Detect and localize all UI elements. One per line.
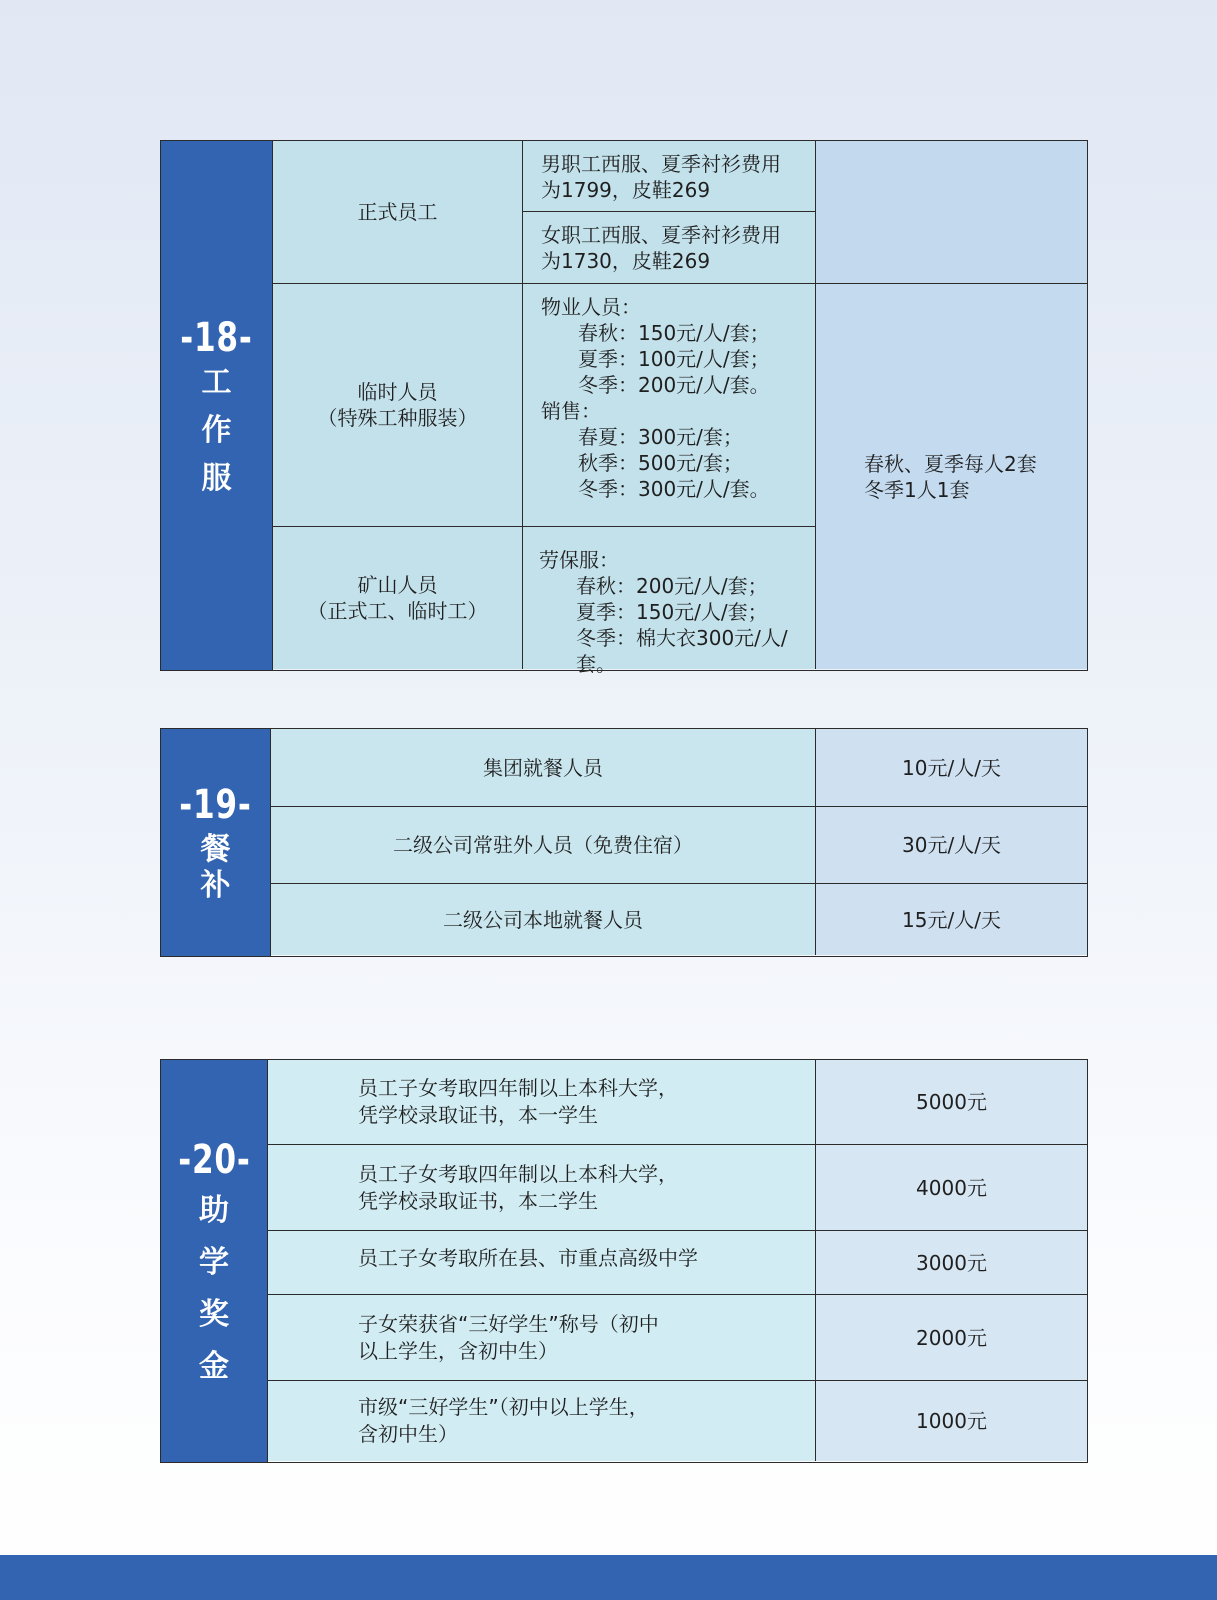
price-line: 春秋：150元/人/套；	[578, 321, 770, 345]
section-19-header	[161, 729, 271, 956]
value-text: 1000元	[916, 1409, 987, 1433]
row-label-text: 临时人员	[357, 380, 438, 404]
table-row-value	[816, 807, 1087, 884]
price-line: 销售：	[541, 399, 601, 423]
price-line: 夏季：150元/人/套；	[576, 600, 768, 624]
row-label-text: 员工子女考取四年制以上本科大学，	[358, 1161, 678, 1186]
price-line: 冬季：棉大衣300元/人/套。	[576, 626, 788, 676]
row-label-text: 二级公司常驻外人员（免费住宿）	[393, 833, 693, 857]
row-label-text: 集团就餐人员	[483, 755, 603, 780]
table-row-label	[271, 884, 816, 955]
table-row-label	[271, 729, 816, 807]
table-row-value	[816, 1295, 1087, 1381]
section-char: 作	[201, 412, 232, 448]
section-char: 补	[200, 867, 231, 903]
table-row-label	[268, 1295, 816, 1381]
section-char: 助	[199, 1193, 229, 1228]
price-line: 夏季：100元/人/套；	[578, 347, 770, 371]
price-text: 男职工西服、夏季衬衫费用	[541, 152, 781, 176]
section-number: -20-	[177, 1137, 251, 1183]
price-cell-male	[523, 141, 816, 212]
value-text: 4000元	[916, 1175, 987, 1200]
row-label-text: 员工子女考取所在县、市重点高级中学	[358, 1246, 698, 1270]
price-line: 冬季：200元/人/套。	[578, 373, 770, 397]
section-char: 服	[201, 460, 232, 496]
row-label-mine-staff	[273, 527, 523, 669]
row-label-text: 含初中生）	[358, 1422, 458, 1446]
section-char: 金	[199, 1349, 229, 1384]
price-text: 为1799，皮鞋269	[541, 178, 711, 202]
row-label-text: （特殊工种服装）	[317, 406, 478, 430]
section-char: 工	[201, 364, 232, 400]
section-18-header	[161, 141, 273, 670]
price-line: 物业人员：	[541, 295, 641, 319]
table-scholarship	[160, 1059, 1088, 1463]
footer-bar	[0, 1555, 1217, 1600]
table-row-value	[816, 1231, 1087, 1295]
price-line: 春夏：300元/套；	[578, 425, 743, 449]
value-text: 15元/人/天	[902, 907, 1001, 932]
table-meal-allowance	[160, 728, 1088, 957]
price-line: 冬季：300元/人/套。	[578, 477, 770, 501]
table-row-value	[816, 729, 1087, 807]
table-row-label	[268, 1381, 816, 1461]
table-row-value	[816, 1145, 1087, 1231]
price-line: 秋季：500元/套；	[578, 451, 743, 475]
note-cell-quantity	[816, 284, 1087, 669]
section-number: -19-	[179, 781, 252, 828]
price-line: 春秋：200元/人/套；	[576, 574, 768, 598]
row-label-text: 凭学校录取证书，本一学生	[358, 1103, 598, 1127]
table-row-label	[271, 807, 816, 884]
value-text: 30元/人/天	[902, 833, 1001, 857]
row-label-text: 正式员工	[357, 200, 438, 224]
note-cell-empty	[816, 141, 1087, 284]
table-row-value	[816, 1381, 1087, 1461]
value-text: 3000元	[916, 1250, 987, 1275]
price-line: 劳保服：	[539, 548, 619, 572]
table-row-label	[268, 1145, 816, 1231]
section-char: 学	[199, 1245, 229, 1280]
row-label-text: 凭学校录取证书，本二学生	[358, 1188, 598, 1213]
section-char: 餐	[200, 831, 231, 867]
value-text: 5000元	[916, 1090, 987, 1114]
price-cell-mine	[523, 527, 816, 676]
note-text: 冬季1人1套	[864, 477, 970, 502]
section-char: 奖	[199, 1297, 229, 1332]
price-cell-temp	[523, 284, 816, 527]
section-number: -18-	[180, 314, 253, 361]
section-20-header	[161, 1060, 268, 1462]
table-row-value	[816, 884, 1087, 955]
row-label-text: （正式工、临时工）	[307, 599, 488, 623]
table-workwear	[160, 140, 1088, 676]
row-label-text: 员工子女考取四年制以上本科大学，	[358, 1076, 678, 1100]
row-label-text: 以上学生，含初中生）	[358, 1338, 558, 1363]
table-row-label	[268, 1231, 816, 1295]
row-label-regular-staff	[273, 141, 523, 284]
row-label-text: 子女荣获省“三好学生”称号（初中	[358, 1311, 659, 1336]
value-text: 10元/人/天	[902, 755, 1001, 780]
price-cell-female	[523, 212, 816, 284]
table-row-value	[816, 1060, 1087, 1145]
table-row-label	[268, 1060, 816, 1145]
price-text: 女职工西服、夏季衬衫费用	[541, 223, 781, 247]
row-label-text: 矿山人员	[357, 573, 438, 597]
row-label-text: 市级“三好学生”（初中以上学生，	[358, 1395, 649, 1419]
row-label-temp-staff	[273, 284, 523, 527]
value-text: 2000元	[916, 1325, 987, 1350]
note-text: 春秋、夏季每人2套	[864, 451, 1037, 476]
price-text: 为1730，皮鞋269	[541, 249, 711, 273]
row-label-text: 二级公司本地就餐人员	[443, 907, 643, 932]
